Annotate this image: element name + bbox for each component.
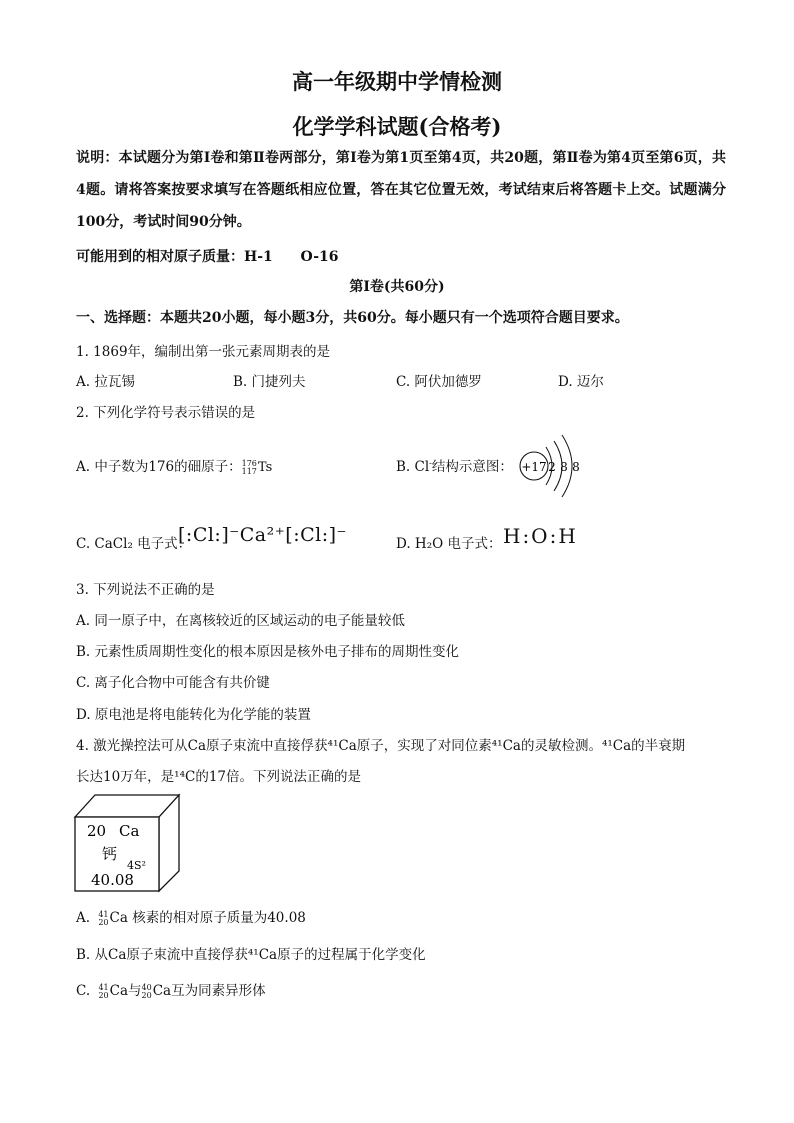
q3-option-d: D. 原电池是将电能转化为化学能的装置 <box>76 707 311 723</box>
q4-c-symbol-2: Ca <box>152 983 172 999</box>
q2-option-b-prefix: B. Cl <box>396 459 430 475</box>
q4-a-mass: 41 <box>98 909 109 919</box>
shell-count-2: 8 <box>560 460 568 474</box>
shell-count-1: 2 <box>548 460 556 474</box>
q3-option-b: B. 元素性质周期性变化的根本原因是核外电子排布的周期性变化 <box>76 644 460 660</box>
q4-a-symbol: Ca <box>109 910 128 926</box>
q1-option-d: D. 迈尔 <box>558 374 604 390</box>
question-4-stem-line-2: 长达10万年，是¹⁴C的17倍。下列说法正确的是 <box>76 769 362 785</box>
element-atomic-mass: 40.08 <box>91 871 134 889</box>
h2o-electron-formula: H:O:H <box>503 524 578 548</box>
atomic-mass-label: 可能用到的相对原子质量：H-1 <box>76 249 273 265</box>
chloride-ion-structure-diagram <box>514 433 590 499</box>
element-atomic-number: 20 <box>87 822 107 840</box>
q2-option-d: D. H₂O 电子式： <box>396 536 502 552</box>
atomic-mass-line <box>76 246 339 266</box>
nuclide-atomic-number: 117 <box>241 466 257 476</box>
q2-option-b-charge: - <box>429 458 432 468</box>
exam-instructions: 说明：本试题分为第Ⅰ卷和第Ⅱ卷两部分，第Ⅰ卷为第1页至第4页，共20题，第Ⅱ卷为第4页至第6页，共4题。请将答案按要求填写在答题纸相应位置，答在其它位置无效，考试结束后将答题卡上交。试题满分100分，考试时间90分钟。 <box>76 150 726 230</box>
calcium-element-box <box>71 791 183 895</box>
nuclide-superscripts <box>242 460 257 476</box>
q4-c-connector: 与 <box>128 983 142 999</box>
page-title: 高一年级期中学情检测 <box>292 69 502 94</box>
q4-c-mass-1: 41 <box>98 982 109 992</box>
q4-c-atomic-2: 20 <box>141 990 152 1000</box>
q4-a-atomic: 20 <box>98 917 109 927</box>
shell-count-3: 8 <box>572 460 580 474</box>
q3-option-a: A. 同一原子中，在离核较近的区域运动的电子能量较低 <box>76 613 405 629</box>
nuclide-symbol: Ts <box>257 460 273 475</box>
element-symbol: Ca <box>119 822 140 840</box>
section-instruction: 一、选择题：本题共20小题，每小题3分，共60分。每小题只有一个选项符合题目要求。 <box>76 310 629 326</box>
question-1-stem: 1. 1869年，编制出第一张元素周期表的是 <box>76 344 331 360</box>
q4-a-nuclide <box>98 911 108 927</box>
question-3-stem: 3. 下列说法不正确的是 <box>76 582 215 598</box>
q2-option-a <box>76 455 272 476</box>
question-2-stem: 2. 下列化学符号表示错误的是 <box>76 405 256 421</box>
q4-c-symbol-1: Ca <box>109 983 129 999</box>
q4-option-c <box>76 979 266 1000</box>
q2-option-c: C. CaCl₂ 电子式： <box>76 536 192 552</box>
q1-option-b: B. 门捷列夫 <box>233 374 306 390</box>
atomic-mass-o: O-16 <box>300 249 339 265</box>
q4-c-nuclide-1 <box>98 984 108 1000</box>
q4-c-mass-2: 40 <box>141 982 152 992</box>
q1-option-c: C. 阿伏加德罗 <box>396 374 482 390</box>
q4-option-c-text: 互为同素异形体 <box>171 983 266 999</box>
q3-option-c: C. 离子化合物中可能含有共价键 <box>76 675 270 691</box>
q4-option-b: B. 从Ca原子束流中直接俘获⁴¹Ca原子的过程属于化学变化 <box>76 947 426 963</box>
question-4-stem-line-1: 4. 激光操控法可从Ca原子束流中直接俘获⁴¹Ca原子，实现了对同位素⁴¹Ca的灵敏检测。⁴¹Ca的半衰期 <box>76 738 686 754</box>
q2-option-b <box>396 455 513 475</box>
q4-option-a-text: 核素的相对原子质量为40.08 <box>132 910 306 926</box>
page-subtitle: 化学学科试题(合格考) <box>292 114 502 139</box>
q4-c-nuclide-2 <box>142 984 152 1000</box>
nucleus-charge: +17 <box>521 460 547 474</box>
section-title: 第Ⅰ卷(共60分) <box>349 279 445 295</box>
q4-option-a <box>76 906 306 927</box>
q2-option-a-text: A. 中子数为176的鿬原子： <box>76 459 242 475</box>
q4-option-c-prefix: C. <box>76 983 91 999</box>
q2-option-b-label: 结构示意图： <box>431 459 513 475</box>
element-electron-config: 4S² <box>127 859 146 872</box>
q4-option-a-prefix: A. <box>76 910 91 926</box>
q4-c-atomic-1: 20 <box>98 990 109 1000</box>
nuclide-mass: 176 <box>241 458 257 468</box>
cacl2-electron-formula: [:Cl:]⁻Ca²⁺[:Cl:]⁻ <box>178 524 348 546</box>
q1-option-a: A. 拉瓦锡 <box>76 374 135 390</box>
element-name: 钙 <box>102 845 118 863</box>
